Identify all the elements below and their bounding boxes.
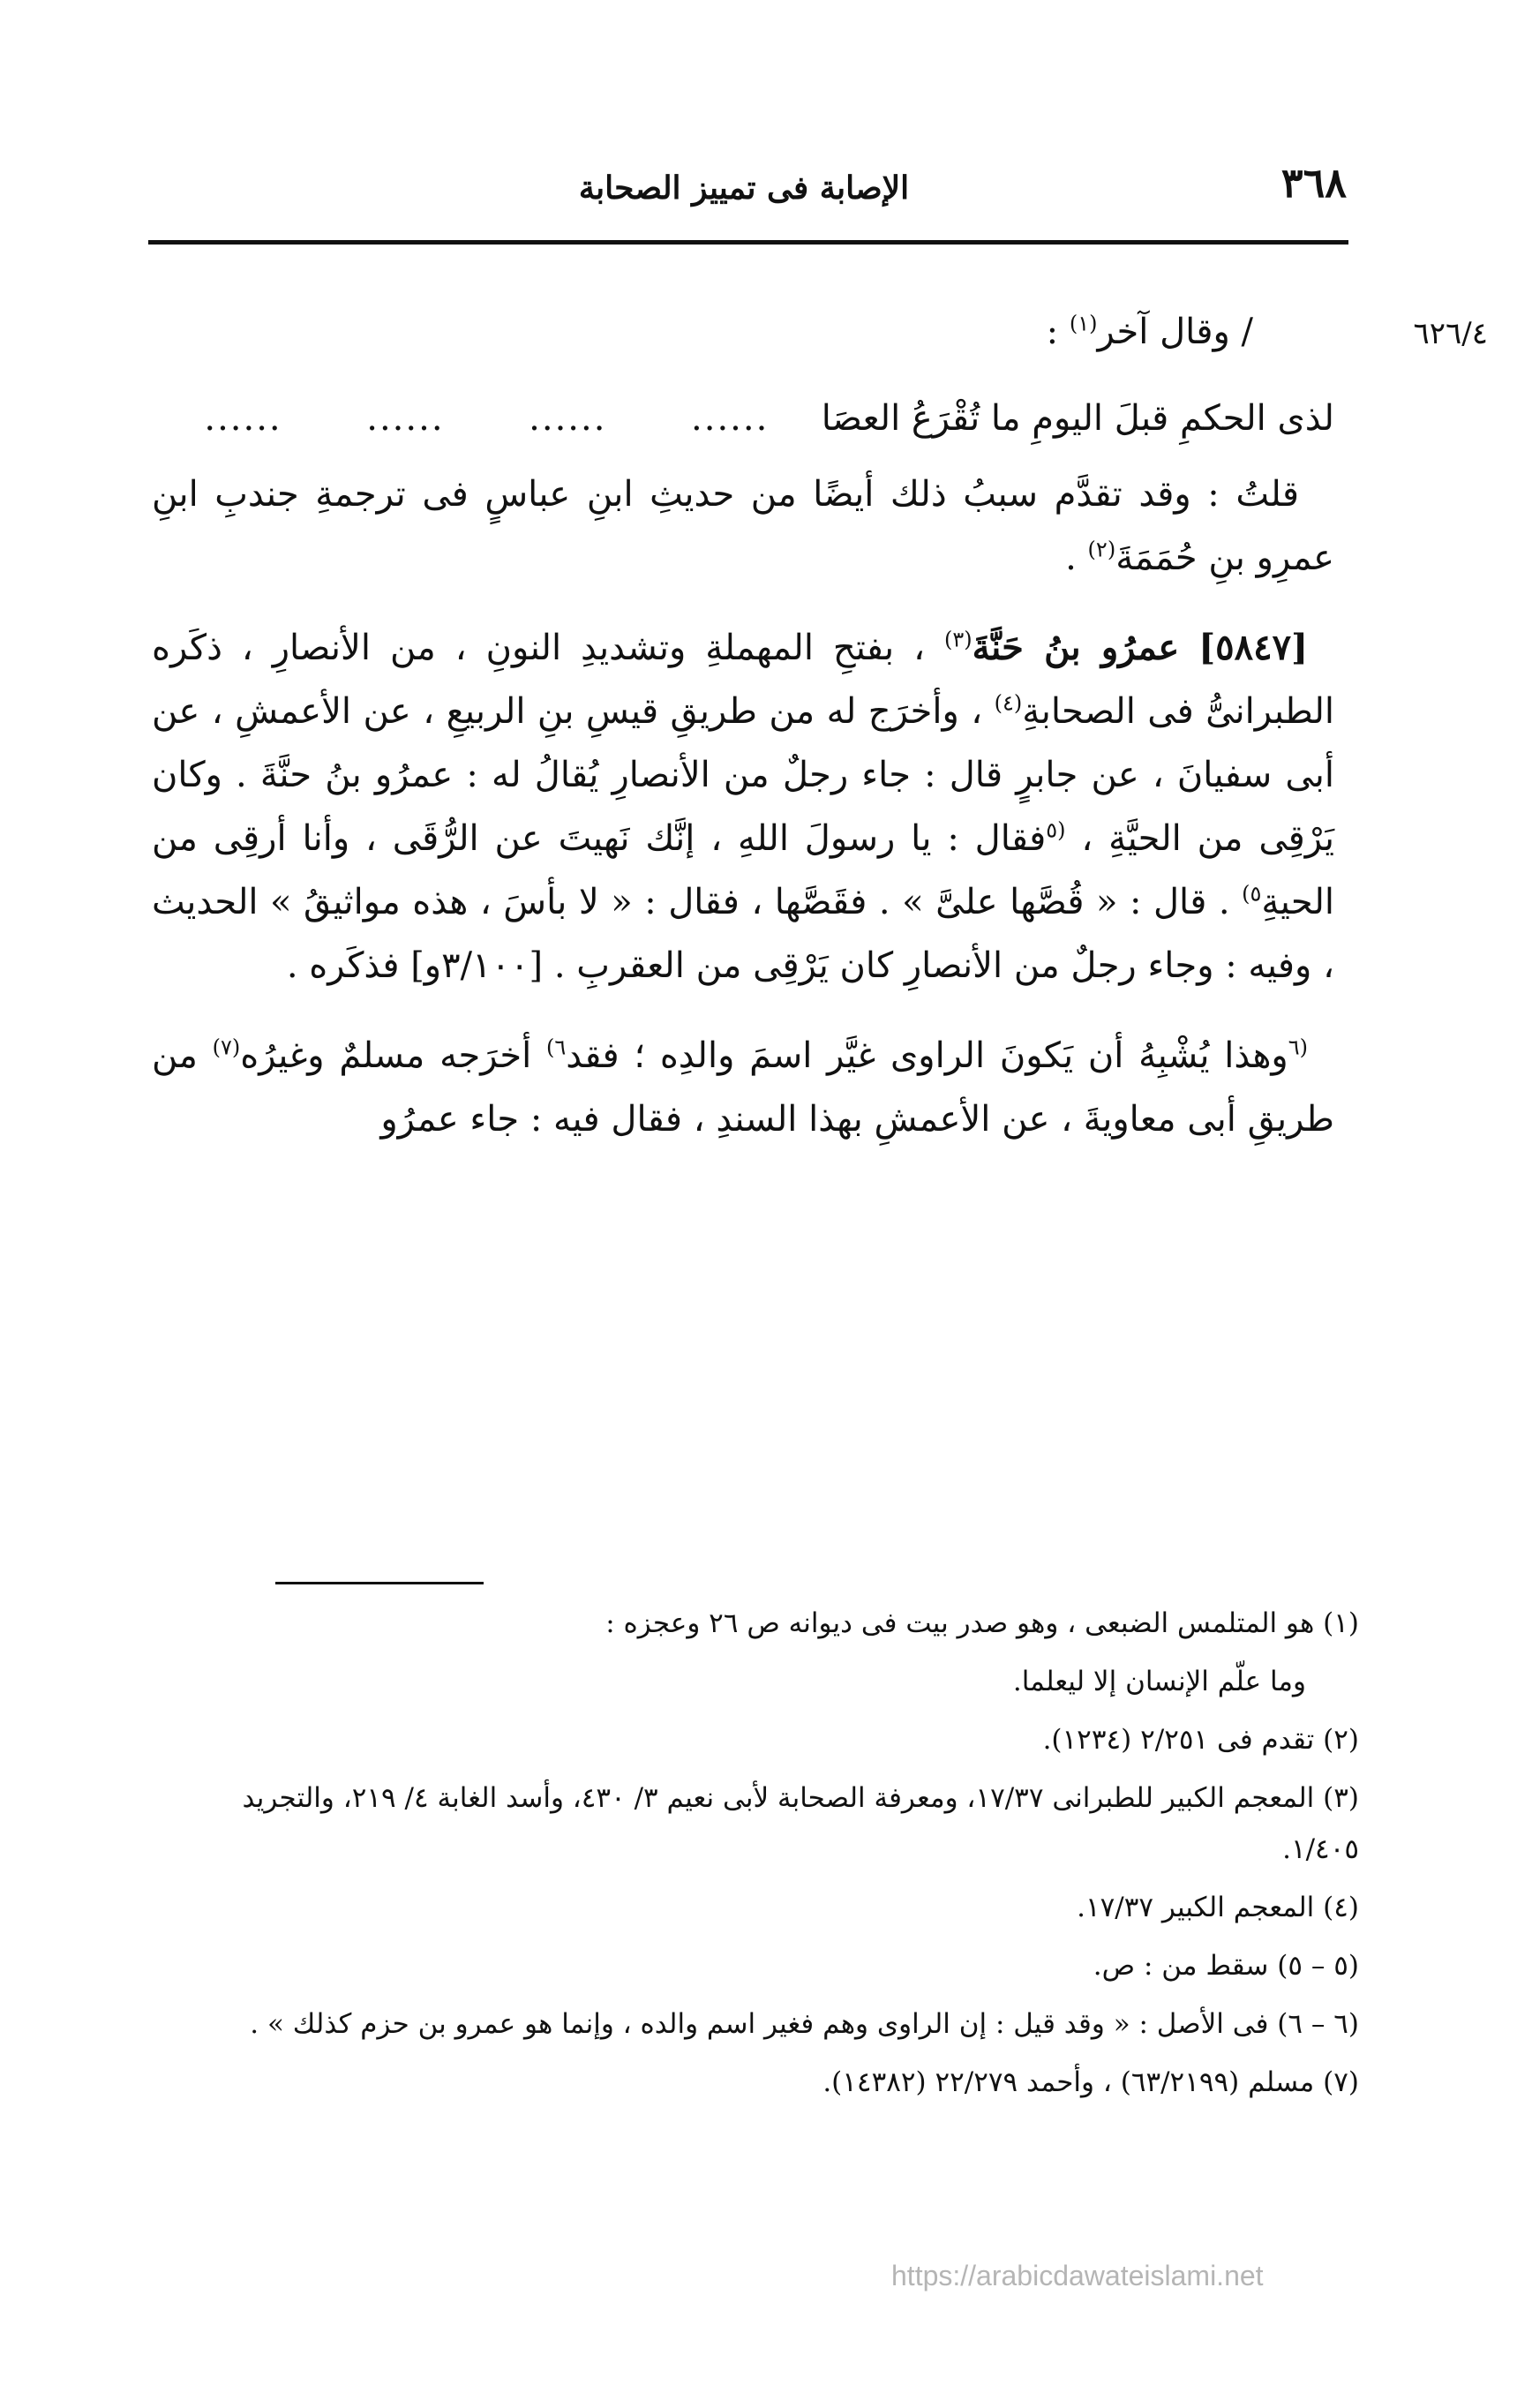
footnotes (159, 1598, 1359, 2115)
paragraph-1-text: قلتُ : وقد تقدَّم سببُ ذلك أيضًا من حديثِ ابنِ عباسٍ فى ترجمةِ جندبِ ابنِ عمرِو بنِ حُمَمَةَ (152, 474, 1334, 578)
verse-line (152, 387, 1334, 450)
entry-number: [٥٨٤٧] (1198, 627, 1308, 668)
verse-dots-1: ...... (204, 398, 282, 439)
paragraph-1-end: . (1065, 538, 1088, 578)
paragraph-3-text-b: أخرَجه مسلمٌ وغيرُه (240, 1035, 532, 1076)
intro-text: / وقال آخر (1097, 312, 1253, 352)
verse-dots-3: ...... (529, 398, 607, 439)
page-number: ٣٦٨ (1280, 159, 1347, 207)
margin-volume-ref: ٦٢٦/٤ (1413, 316, 1488, 351)
footnote-4: (٤) المعجم الكبير ١٧/٣٧. (1077, 1892, 1359, 1923)
footnote-ref-7[interactable]: (٧) (212, 1035, 241, 1060)
paragraph-3-text-c: من طريقِ أبى معاويةَ ، عن الأعمشِ بهذا السندِ ، فقال فيه : جاء عمرُو (152, 1035, 1334, 1140)
footnote-5: (٥ – ٥) سقط من : ص. (1093, 1950, 1359, 1982)
verse-dots-4: ...... (691, 398, 770, 439)
intro-colon: : (1046, 312, 1070, 352)
footnote-1-verse: وما علّم الإنسان إلا ليعلما. (1012, 1666, 1306, 1697)
footnote-3: (٣) المعجم الكبير للطبرانى ١٧/٣٧، ومعرفة الصحابة لأبى نعيم ٣/ ٤٣٠، وأسد الغابة ٤/ ٢١٩، والتجريد ١/٤٠٥. (242, 1782, 1359, 1865)
entry-text-a: ، بفتحِ المهملةِ وتشديدِ النونِ ، من الأنصارِ ، ذكَره الطبرانىُّ فى الصحابةِ (152, 628, 1335, 732)
entry-text-b: ، وأخرَج له من طريقِ قيسِ بنِ الربيعِ ، عن الأعمشِ ، عن أبى سفيانَ ، عن جابرٍ قال : جاء رجلٌ من الأنصارِ يُقالُ له : عمرُو بنُ حنَّةَ . وكان يَرْقِى من الحيَّةِ ، (152, 691, 1334, 859)
footnote-ref-3[interactable]: (٣) (944, 627, 973, 652)
footnote-6: (٦ – ٦) فى الأصل : « وقد قيل : إن الراوى وهم فغير اسم والده ، وإنما هو عمرو بن حزم كذلك » . (250, 2008, 1359, 2040)
paragraph-3-text-a: وهذا يُشْبِهُ أن يَكونَ الراوى غيَّر اسمَ والدِه ؛ فقد (566, 1035, 1288, 1076)
intro-line (152, 300, 1334, 364)
footnote-ref-5-close[interactable]: ٥) (1242, 881, 1262, 907)
footnote-ref-5-open[interactable]: (٥ (1046, 817, 1066, 843)
footnote-ref-6-close[interactable]: ٦) (545, 1035, 567, 1060)
header-rule (148, 240, 1348, 245)
footnote-rule (275, 1582, 484, 1584)
running-title: الإصابة فى تمييز الصحابة (578, 169, 910, 207)
footnote-ref-4[interactable]: (٤) (994, 690, 1023, 716)
footnote-ref-1[interactable]: (١) (1069, 311, 1098, 336)
paragraph-1 (152, 463, 1334, 590)
entry-5847 (152, 616, 1334, 997)
watermark-url: https://arabicdawateislami.net (891, 2260, 1264, 2291)
entry-text-d: . قال : « قُصَّها علىَّ » . فقَصَّها ، فقال : « لا بأسَ ، هذه مواثيقُ » الحديث ، وفيه : وجاء رجلٌ من الأنصارِ كان يَرْقِى من العقربِ . [٣/١٠٠و] فذكَره . (152, 882, 1334, 986)
footnote-7: (٧) مسلم (٦٣/٢١٩٩) ، وأحمد ٢٢/٢٧٩ (١٤٣٨٢). (822, 2066, 1359, 2098)
verse-hemistich: لذى الحكمِ قبلَ اليومِ ما تُقْرَعُ العصَا (821, 398, 1334, 439)
entry-name: عمرُو بنُ حَنَّةَ (972, 627, 1180, 668)
paragraph-3 (152, 1024, 1334, 1151)
footnote-1: (١) هو المتلمس الضبعى ، وهو صدر بيت فى ديوانه ص ٢٦ وعجزه : (605, 1607, 1359, 1639)
footnote-ref-6-open[interactable]: (٦ (1288, 1035, 1309, 1060)
footnote-2: (٢) تقدم فى ٢/٢٥١ (١٢٣٤). (1042, 1724, 1359, 1756)
verse-ellipsis (204, 387, 769, 450)
main-text (152, 300, 1334, 1151)
verse-dots-2: ...... (366, 398, 445, 439)
footnote-ref-2[interactable]: (٢) (1087, 537, 1116, 562)
entry-text-c: فقال : يا رسولَ اللهِ ، إنَّك نَهيتَ عن الرُّقَى ، وأنا أرقِى من الحيةِ (152, 818, 1334, 922)
